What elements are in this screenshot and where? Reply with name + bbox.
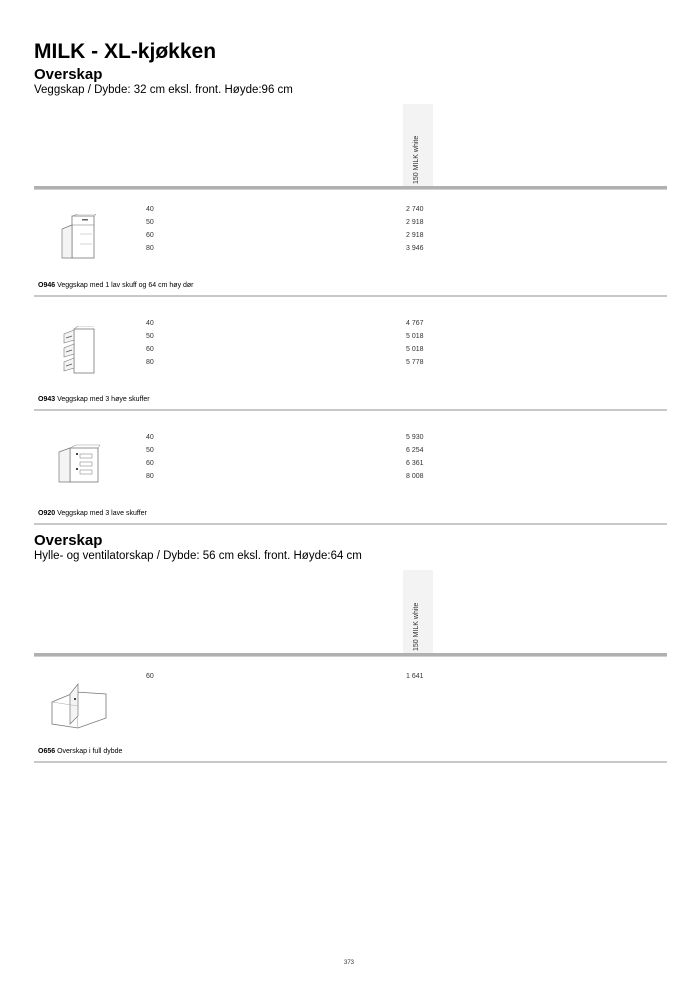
header-rule: [34, 186, 667, 190]
header-rule: [34, 653, 667, 657]
product-description: Veggskap med 3 høye skuffer: [57, 396, 150, 403]
column-header-label: 150 MILK white: [413, 602, 420, 651]
size-value: 40: [146, 320, 154, 327]
size-value: 40: [146, 434, 154, 441]
product-rule: [34, 409, 667, 411]
price-value: 6 361: [406, 460, 424, 467]
product-block: [0, 200, 700, 300]
price-value: 8 008: [406, 473, 424, 480]
page-title: MILK - XL-kjøkken: [34, 40, 217, 63]
price-value: 3 946: [406, 245, 424, 252]
size-value: 80: [146, 359, 154, 366]
product-description: Veggskap med 1 lav skuff og 64 cm høy dør: [57, 282, 194, 289]
product-caption: [38, 510, 147, 517]
price-value: 5 018: [406, 333, 424, 340]
product-caption: [38, 282, 194, 289]
page-number: 373: [344, 960, 355, 966]
size-value: 60: [146, 460, 154, 467]
size-value: 80: [146, 245, 154, 252]
column-header-label: 150 MILK white: [413, 135, 420, 184]
wall-cabinet-drawer-door-icon: [58, 214, 98, 262]
size-value: 60: [146, 232, 154, 239]
product-block: [0, 668, 700, 768]
product-code: O656: [38, 748, 56, 755]
product-code: O920: [38, 510, 56, 517]
section-subtitle: Veggskap / Dybde: 32 cm eksl. front. Høyde:96 cm: [34, 84, 293, 96]
price-value: 5 778: [406, 359, 424, 366]
price-value: 5 930: [406, 434, 424, 441]
deep-wall-cabinet-icon: [48, 680, 110, 730]
size-value: 50: [146, 447, 154, 454]
size-value: 50: [146, 333, 154, 340]
size-value: 40: [146, 206, 154, 213]
wall-cabinet-3-drawers-icon: [60, 326, 96, 376]
section-title: Overskap: [34, 66, 103, 83]
product-description: Veggskap med 3 lave skuffer: [57, 510, 147, 517]
size-value: 60: [146, 346, 154, 353]
product-code: O946: [38, 282, 56, 289]
size-value: 80: [146, 473, 154, 480]
section-subtitle: Hylle- og ventilatorskap / Dybde: 56 cm eksl. front. Høyde:64 cm: [34, 550, 362, 562]
product-description: Overskap i full dybde: [57, 748, 123, 755]
product-code: O943: [38, 396, 56, 403]
product-block: [0, 428, 700, 528]
product-rule: [34, 523, 667, 525]
product-caption: [38, 396, 150, 403]
price-value: 2 740: [406, 206, 424, 213]
price-value: 5 018: [406, 346, 424, 353]
product-block: [0, 314, 700, 414]
wall-cabinet-3-low-drawers-icon: [56, 444, 102, 486]
price-value: 4 767: [406, 320, 424, 327]
price-value: 2 918: [406, 232, 424, 239]
product-rule: [34, 295, 667, 297]
price-value: 2 918: [406, 219, 424, 226]
size-value: 50: [146, 219, 154, 226]
section-title: Overskap: [34, 532, 103, 549]
price-value: 6 254: [406, 447, 424, 454]
product-caption: [38, 748, 122, 755]
price-value: 1 641: [406, 673, 424, 680]
product-rule: [34, 761, 667, 763]
size-value: 60: [146, 673, 154, 680]
